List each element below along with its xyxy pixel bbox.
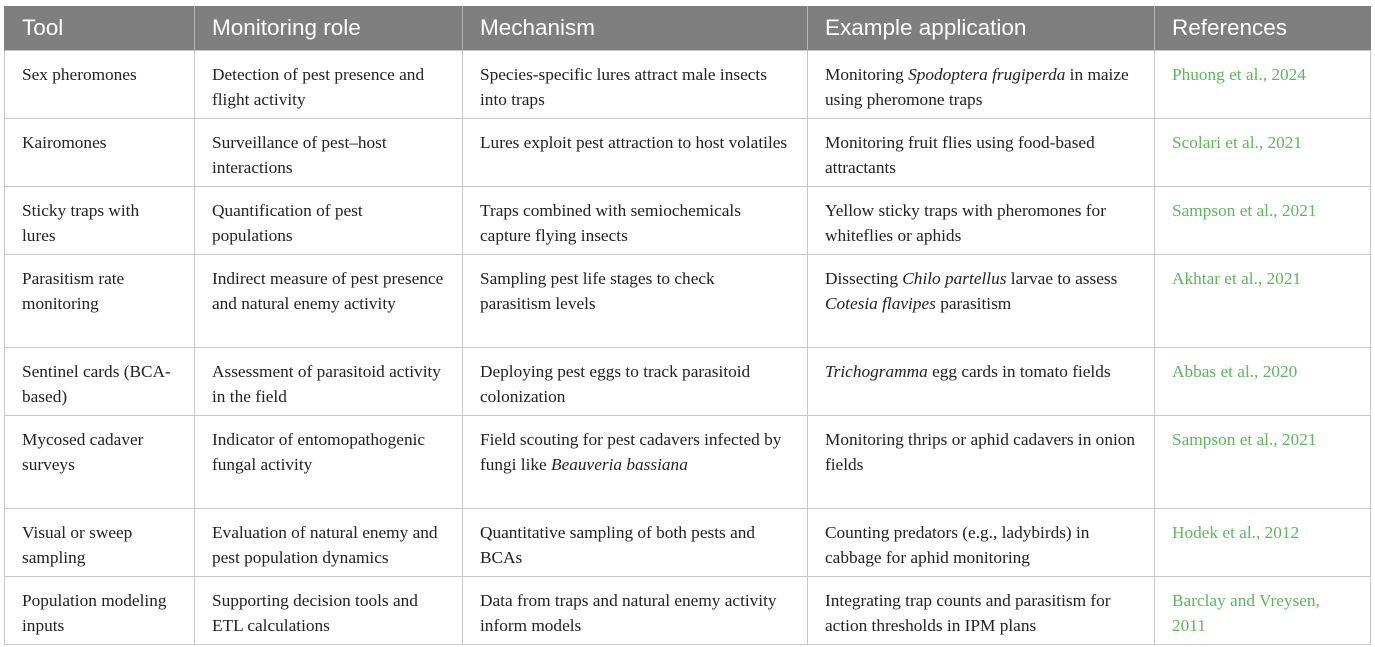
table-container — [4, 6, 1370, 645]
cell-example: Monitoring fruit flies using food-based attractants — [808, 119, 1155, 187]
cell-reference[interactable]: Sampson et al., 2021 — [1155, 416, 1371, 509]
cell-reference[interactable]: Sampson et al., 2021 — [1155, 187, 1371, 255]
cell-reference[interactable]: Barclay and Vreysen, 2011 — [1155, 577, 1371, 645]
header-row — [5, 6, 1371, 51]
cell-role: Supporting decision tools and ETL calculations — [195, 577, 463, 645]
table-row — [5, 416, 1371, 509]
cell-example — [808, 348, 1155, 416]
cell-role: Assessment of parasitoid activity in the field — [195, 348, 463, 416]
cell-role: Quantification of pest populations — [195, 187, 463, 255]
cell-tool: Population modeling inputs — [5, 577, 195, 645]
cell-tool: Sentinel cards (BCA-based) — [5, 348, 195, 416]
header-mechanism: Mechanism — [463, 6, 808, 51]
cell-example: Integrating trap counts and parasitism for action thresholds in IPM plans — [808, 577, 1155, 645]
example-text: parasitism — [935, 293, 1012, 313]
cell-tool: Sticky traps with lures — [5, 187, 195, 255]
cell-mechanism: Lures exploit pest attraction to host volatiles — [463, 119, 808, 187]
species-name: Spodoptera frugiperda — [908, 65, 1066, 84]
cell-example: Monitoring thrips or aphid cadavers in onion fields — [808, 416, 1155, 509]
cell-reference[interactable]: Akhtar et al., 2021 — [1155, 255, 1371, 348]
table-row — [5, 348, 1371, 416]
cell-example: Yellow sticky traps with pheromones for whiteflies or aphids — [808, 187, 1155, 255]
table-row — [5, 51, 1371, 119]
cell-reference[interactable]: Phuong et al., 2024 — [1155, 51, 1371, 119]
cell-tool: Sex pheromones — [5, 51, 195, 119]
table-body — [5, 51, 1371, 645]
cell-mechanism: Species-specific lures attract male insects into traps — [463, 51, 808, 119]
example-text: Dissecting — [825, 269, 903, 288]
cell-reference[interactable]: Abbas et al., 2020 — [1155, 348, 1371, 416]
cell-mechanism: Traps combined with semiochemicals capture flying insects — [463, 187, 808, 255]
cell-mechanism — [463, 416, 808, 509]
species-name: Trichogramma — [825, 362, 928, 381]
example-text: larvae to assess — [1006, 269, 1118, 288]
table-row — [5, 509, 1371, 577]
cell-role: Indicator of entomopathogenic fungal activity — [195, 416, 463, 509]
cell-mechanism: Sampling pest life stages to check parasitism levels — [463, 255, 808, 348]
species-name: Chilo partellus — [902, 269, 1007, 288]
mechanism-text: Field scouting for pest cadavers infected by fungi like — [480, 430, 782, 474]
cell-tool: Kairomones — [5, 119, 195, 187]
header-tool: Tool — [5, 6, 195, 51]
cell-tool: Parasitism rate monitoring — [5, 255, 195, 348]
example-text: egg cards in tomato fields — [927, 362, 1111, 381]
cell-example — [808, 255, 1155, 348]
example-text: in maize using pheromone traps — [825, 65, 1129, 109]
cell-example: Counting predators (e.g., ladybirds) in cabbage for aphid monitoring — [808, 509, 1155, 577]
cell-reference[interactable]: Hodek et al., 2012 — [1155, 509, 1371, 577]
cell-role: Evaluation of natural enemy and pest population dynamics — [195, 509, 463, 577]
species-name: Beauveria bassiana — [551, 454, 688, 474]
cell-role: Indirect measure of pest presence and natural enemy activity — [195, 255, 463, 348]
table-row — [5, 187, 1371, 255]
cell-role: Detection of pest presence and flight activity — [195, 51, 463, 119]
cell-role: Surveillance of pest–host interactions — [195, 119, 463, 187]
header-example-application: Example application — [808, 6, 1155, 51]
table-row — [5, 119, 1371, 187]
species-name: Cotesia flavipes — [825, 293, 936, 313]
table-row — [5, 255, 1371, 348]
cell-example — [808, 51, 1155, 119]
cell-mechanism: Data from traps and natural enemy activity inform models — [463, 577, 808, 645]
cell-tool: Visual or sweep sampling — [5, 509, 195, 577]
cell-reference[interactable]: Scolari et al., 2021 — [1155, 119, 1371, 187]
table-row — [5, 577, 1371, 645]
cell-mechanism: Deploying pest eggs to track parasitoid colonization — [463, 348, 808, 416]
header-monitoring-role: Monitoring role — [195, 6, 463, 51]
cell-tool: Mycosed cadaver surveys — [5, 416, 195, 509]
header-references: References — [1155, 6, 1371, 51]
cell-mechanism: Quantitative sampling of both pests and BCAs — [463, 509, 808, 577]
table-header — [5, 6, 1371, 51]
monitoring-tools-table — [4, 6, 1371, 645]
example-text: Monitoring — [825, 65, 909, 84]
